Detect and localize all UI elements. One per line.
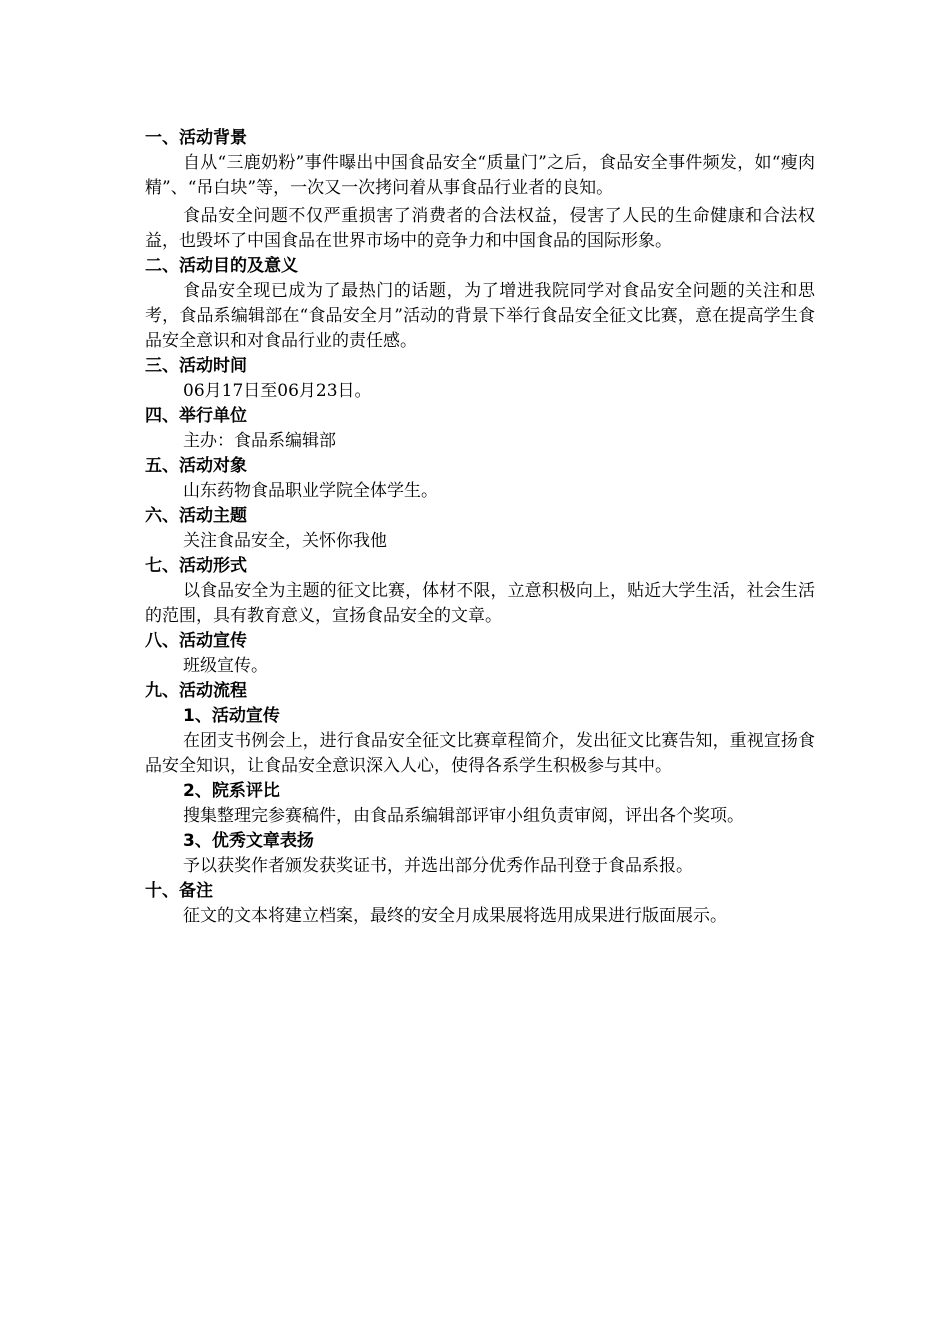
section-heading: 十、备注	[145, 881, 213, 901]
section-heading: 一、活动背景	[145, 128, 247, 148]
section-heading: 五、活动对象	[145, 456, 247, 476]
paragraph: 以食品安全为主题的征文比赛，体材不限，立意积极向上，贴近大学生活，社会生活的范围，具有教育意义，宣扬食品安全的文章。	[145, 581, 815, 626]
section-heading: 八、活动宣传	[145, 631, 247, 651]
paragraph: 食品安全现已成为了最热门的话题，为了增进我院同学对食品安全问题的关注和思考，食品系编辑部在“食品安全月”活动的背景下举行食品安全征文比赛，意在提高学生食品安全意识和对食品行业的责任感。	[145, 281, 815, 351]
paragraph: 征文的文本将建立档案，最终的安全月成果展将选用成果进行版面展示。	[183, 906, 727, 926]
paragraph: 食品安全问题不仅严重损害了消费者的合法权益，侵害了人民的生命健康和合法权益，也毁坏了中国食品在世界市场中的竞争力和中国食品的国际形象。	[145, 206, 815, 251]
section-format	[145, 554, 815, 629]
section-time	[145, 354, 815, 404]
section-background	[145, 126, 815, 254]
section-heading: 七、活动形式	[145, 556, 247, 576]
subsection-heading: 2、院系评比	[183, 781, 280, 801]
section-heading: 九、活动流程	[145, 681, 247, 701]
document-page	[145, 126, 815, 929]
paragraph: 06月17日至06月23日。	[183, 381, 372, 401]
paragraph: 主办：食品系编辑部	[183, 431, 336, 451]
subsection-heading: 1、活动宣传	[183, 706, 280, 726]
paragraph: 山东药物食品职业学院全体学生。	[183, 481, 438, 501]
section-heading: 二、活动目的及意义	[145, 256, 298, 276]
section-notes	[145, 879, 815, 929]
section-promotion	[145, 629, 815, 679]
section-organizer	[145, 404, 815, 454]
paragraph: 予以获奖作者颁发获奖证书，并选出部分优秀作品刊登于食品系报。	[183, 856, 693, 876]
paragraph: 关注食品安全，关怀你我他	[183, 531, 387, 551]
section-process	[145, 679, 815, 879]
section-theme	[145, 504, 815, 554]
section-heading: 四、举行单位	[145, 406, 247, 426]
section-heading: 六、活动主题	[145, 506, 247, 526]
section-audience	[145, 454, 815, 504]
paragraph: 搜集整理完参赛稿件，由食品系编辑部评审小组负责审阅，评出各个奖项。	[183, 806, 744, 826]
paragraph: 班级宣传。	[183, 656, 268, 676]
section-purpose	[145, 254, 815, 354]
paragraph: 自从“三鹿奶粉”事件曝出中国食品安全“质量门”之后，食品安全事件频发，如“瘦肉精”、“吊白块”等，一次又一次拷问着从事食品行业者的良知。	[145, 153, 815, 198]
paragraph: 在团支书例会上，进行食品安全征文比赛章程简介，发出征文比赛告知，重视宣扬食品安全知识，让食品安全意识深入人心，使得各系学生积极参与其中。	[145, 731, 815, 776]
subsection-heading: 3、优秀文章表扬	[183, 831, 314, 851]
section-heading: 三、活动时间	[145, 356, 247, 376]
